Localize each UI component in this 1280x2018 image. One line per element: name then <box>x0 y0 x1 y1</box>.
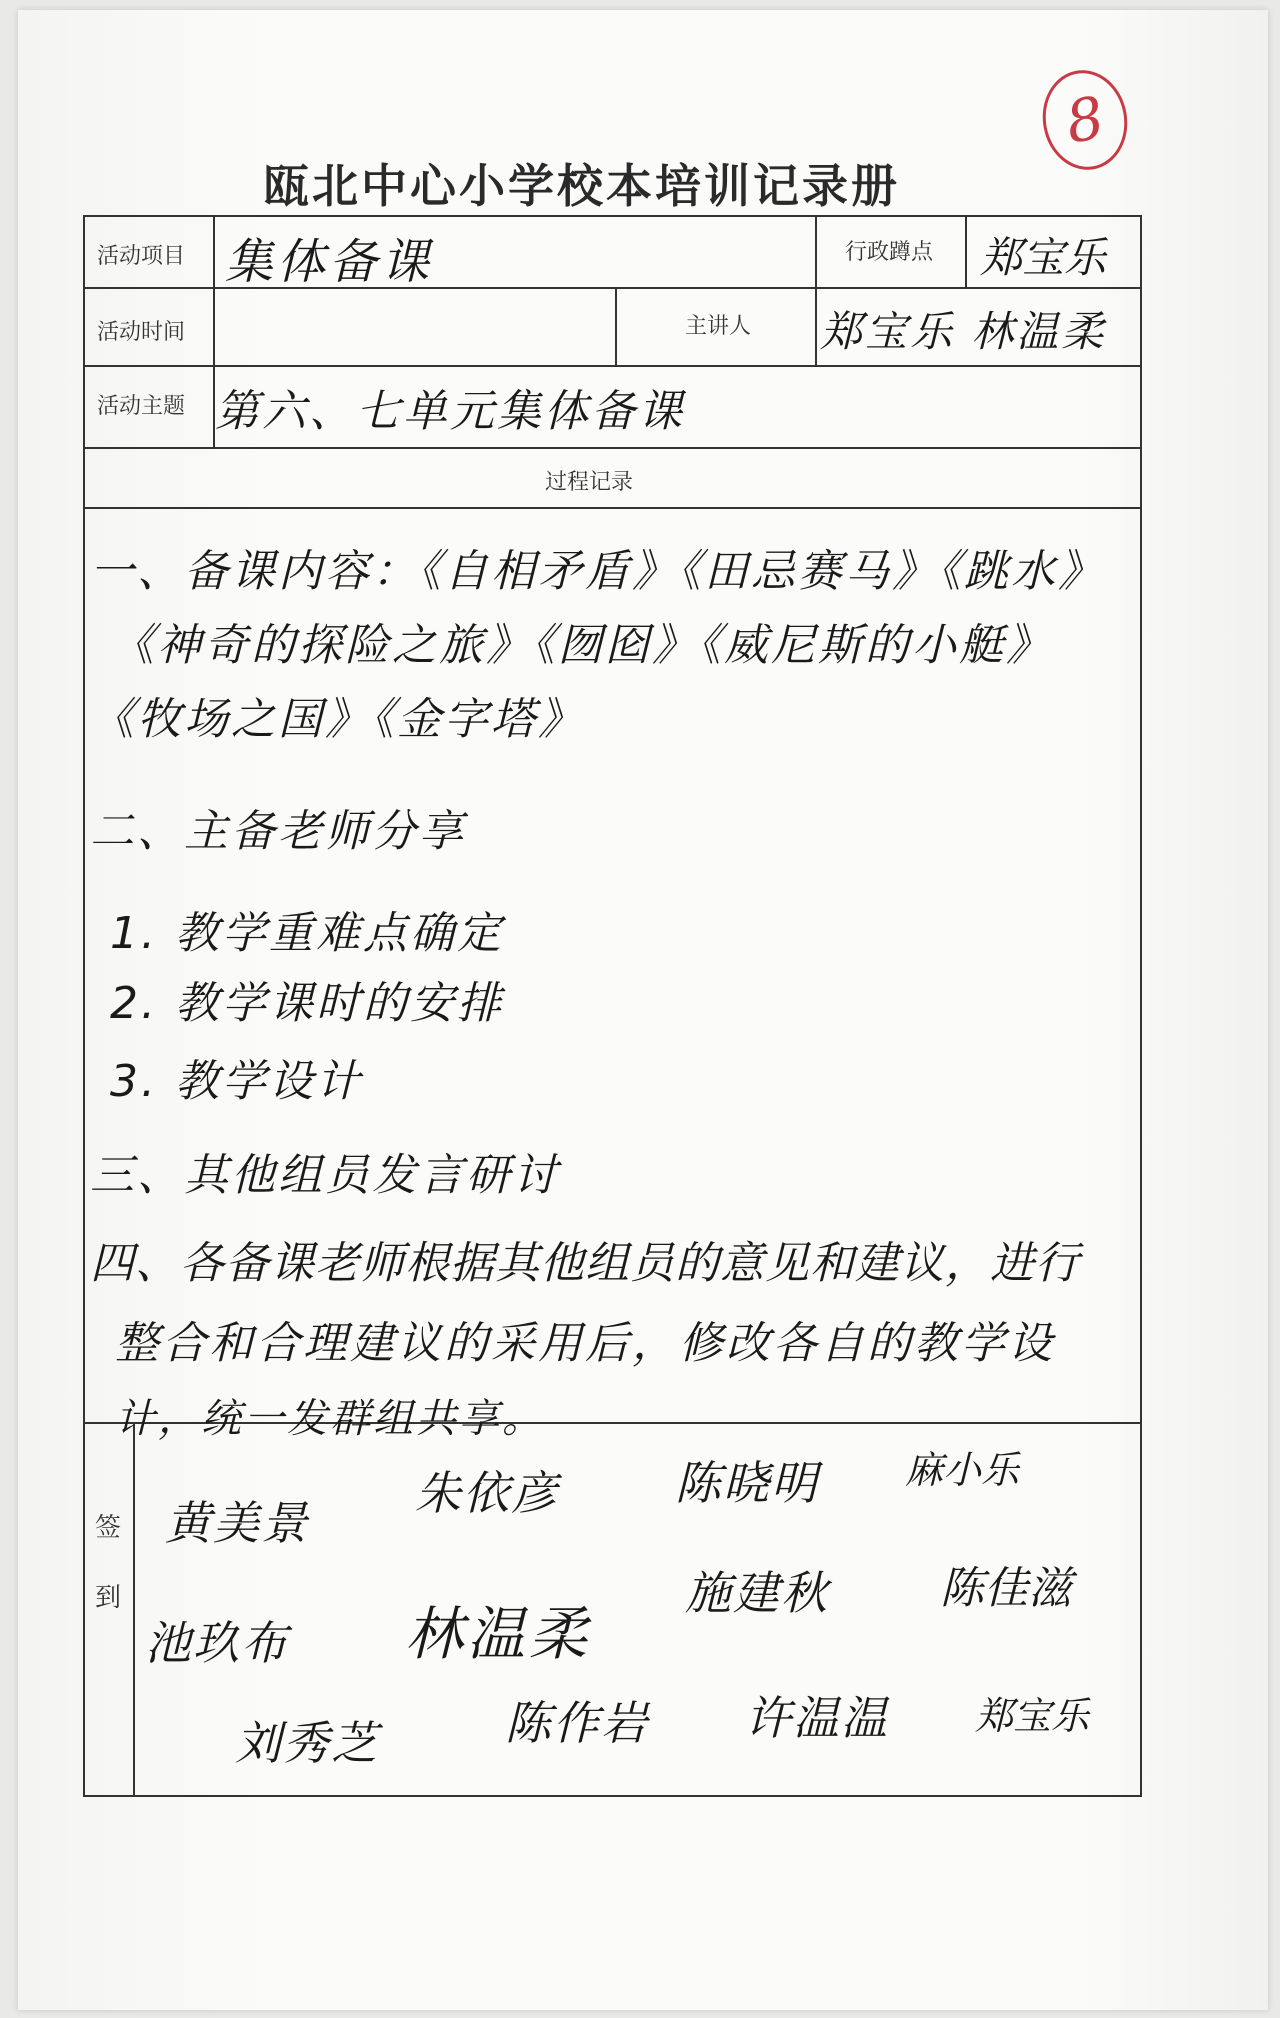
process-line: 《神奇的探险之旅》《囫囵》《威尼斯的小艇》 <box>110 620 1053 671</box>
document-page <box>18 10 1268 2010</box>
signature: 陈作岩 <box>505 1696 649 1750</box>
page-number-circle: 8 <box>1035 63 1135 176</box>
process-line: 四、各备课老师根据其他组员的意见和建议，进行 <box>90 1238 1080 1289</box>
sign-in-label: 签 <box>95 1513 122 1543</box>
process-line: 1. 教学重难点确定 <box>110 908 504 959</box>
signature: 郑宝乐 <box>975 1694 1090 1738</box>
column-divider <box>965 217 967 287</box>
signature: 陈晓明 <box>675 1456 819 1510</box>
process-line: 整合和合理建议的采用后，修改各自的教学设 <box>115 1318 1055 1369</box>
activity-project-label: 活动项目 <box>97 244 186 269</box>
signature: 林温柔 <box>405 1600 592 1668</box>
row-divider <box>85 507 1140 509</box>
signature: 朱依彦 <box>415 1466 559 1520</box>
activity-theme-value: 第六、七单元集体备课 <box>215 386 685 437</box>
process-line: 计，统一发群组共享。 <box>115 1396 545 1442</box>
signature: 施建秋 <box>685 1566 829 1620</box>
sign-in-label: 到 <box>95 1583 122 1613</box>
signature: 黄美景 <box>165 1496 309 1550</box>
document-title: 瓯北中心小学校本培训记录册 <box>263 159 900 213</box>
process-record-header: 过程记录 <box>545 470 634 495</box>
training-record-form <box>83 215 1142 1797</box>
row-divider <box>85 365 1140 367</box>
process-line: 一、备课内容：《自相矛盾》《田忌赛马》《跳水》 <box>90 546 1105 597</box>
process-line: 二、主备老师分享 <box>90 806 466 857</box>
column-divider <box>815 217 817 365</box>
column-divider <box>615 287 617 365</box>
activity-theme-label: 活动主题 <box>97 394 186 419</box>
speaker-value: 郑宝乐 林温柔 <box>820 307 1107 356</box>
signature: 陈佳滋 <box>940 1563 1072 1614</box>
column-divider <box>133 1422 135 1795</box>
speaker-label: 主讲人 <box>685 314 752 339</box>
signature: 池玖布 <box>145 1616 289 1670</box>
process-line: 三、其他组员发言研讨 <box>90 1150 560 1201</box>
admin-point-value: 郑宝乐 <box>980 233 1107 282</box>
row-divider <box>85 447 1140 449</box>
process-line: 《牧场之国》《金字塔》 <box>90 694 585 745</box>
signature: 麻小乐 <box>905 1448 1020 1492</box>
process-line: 3. 教学设计 <box>110 1056 363 1107</box>
signature: 刘秀芝 <box>235 1716 379 1770</box>
activity-time-label: 活动时间 <box>97 320 186 345</box>
process-line: 2. 教学课时的安排 <box>110 978 504 1029</box>
signature: 许温温 <box>745 1691 889 1745</box>
activity-project-value: 集体备课 <box>225 234 434 290</box>
admin-point-label: 行政蹲点 <box>845 240 934 265</box>
